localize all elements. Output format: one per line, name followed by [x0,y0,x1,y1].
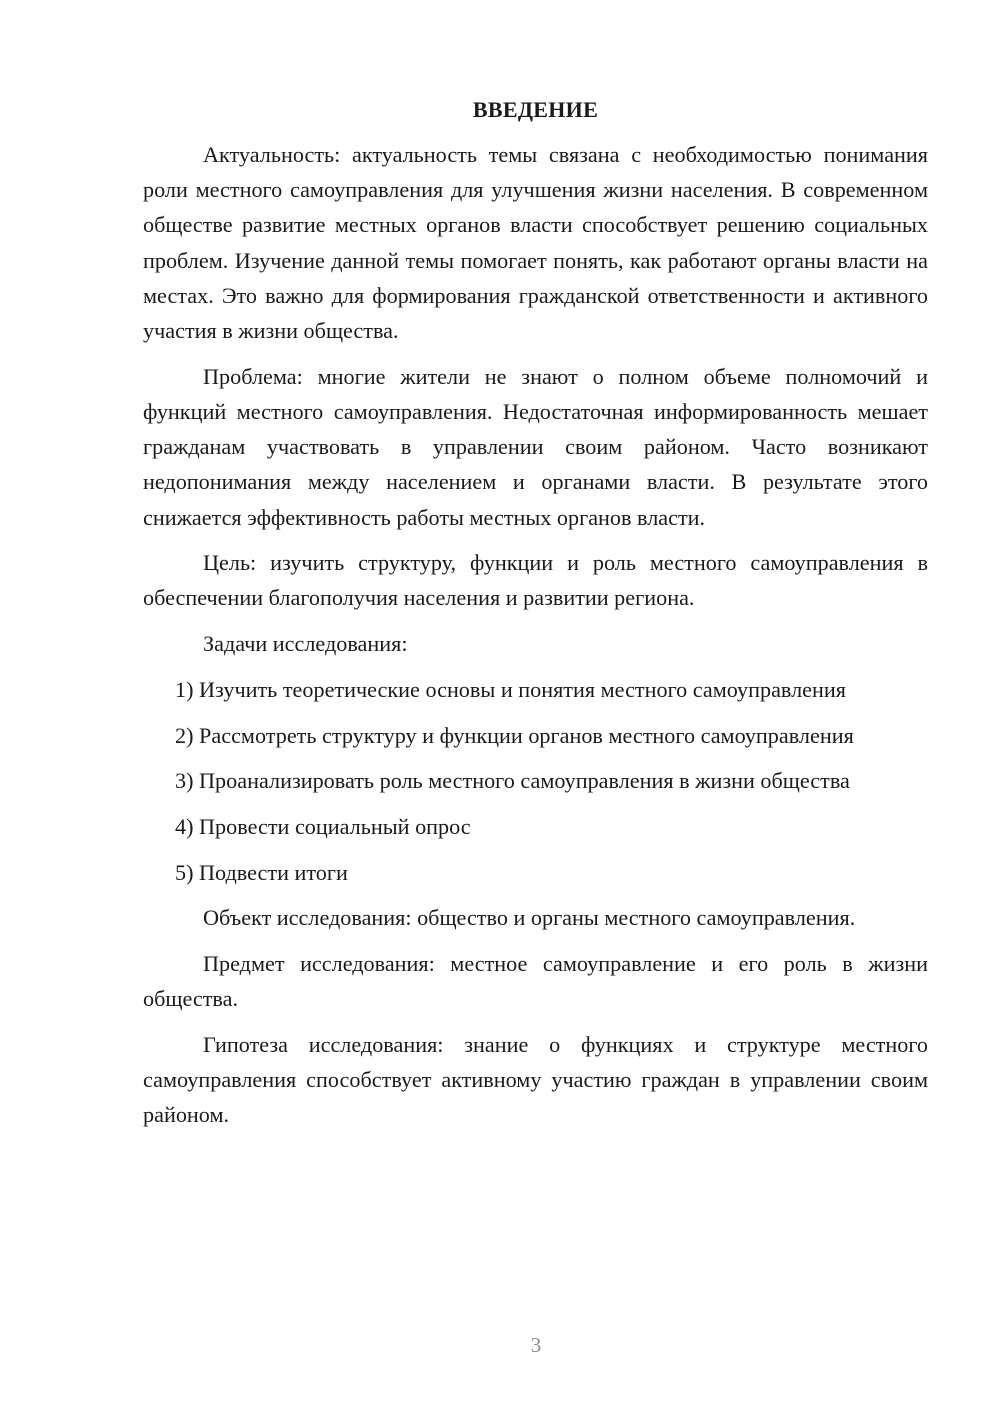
task-item-3: 3) Проанализировать роль местного самоуправления в жизни общества [175,768,850,794]
task-item-5: 5) Подвести итоги [175,859,348,885]
task-item-4: 4) Провести социальный опрос [175,813,471,839]
paragraph-hypothesis: Гипотеза исследования: знание о функциях и структуре местного самоуправления способствует активному участию граждан в управлении своим районом. [143,1031,928,1128]
tasks-heading: Задачи исследования: [203,631,408,657]
section-title: ВВЕДЕНИЕ [472,97,599,122]
page-number: 3 [530,1333,542,1357]
tasks-list [143,672,928,890]
task-item-1: 1) Изучить теоретические основы и понятия местного самоуправления [175,676,846,702]
paragraph-relevance: Актуальность: актуальность темы связана с необходимостью понимания роли местного самоуправления для улучшения жизни населения. В современном обществе развитие местных органов власти способствует решению социальных проблем. Изучение данной темы помогает понять, как работают органы власти на местах. Это важно для формирования гражданской ответственности и активного участия в жизни общества. [143,142,928,344]
task-item-2: 2) Рассмотреть структуру и функции органов местного самоуправления [175,722,854,748]
paragraph-object: Объект исследования: общество и органы местного самоуправления. [203,905,856,931]
page-content [143,92,928,1143]
paragraph-subject: Предмет исследования: местное самоуправление и его роль в жизни общества. [143,951,928,1012]
paragraph-goal: Цель: изучить структуру, функции и роль местного самоуправления в обеспечении благополучия населения и развитии региона. [143,550,928,611]
paragraph-problem: Проблема: многие жители не знают о полном объеме полномочий и функций местного самоуправления. Недостаточная информированность мешает гражданам участвовать в управлении своим районом. Часто возникают недопонимания между населением и органами власти. В результате этого снижается эффективность работы местных органов власти. [143,363,928,530]
